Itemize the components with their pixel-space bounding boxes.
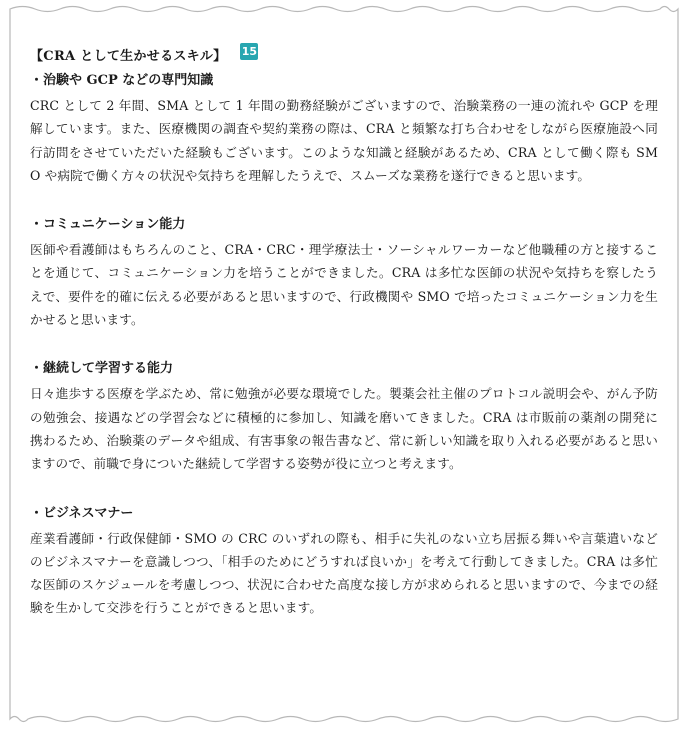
paper-sheet bbox=[8, 0, 680, 741]
section-business-manners bbox=[30, 503, 658, 620]
page-number-badge: 15 bbox=[241, 44, 258, 58]
section-title: ・コミュニケーション能力 bbox=[30, 217, 186, 233]
section-title: ・治験や GCP などの専門知識 bbox=[30, 73, 214, 88]
heading-row bbox=[30, 44, 658, 64]
document-content bbox=[30, 44, 658, 647]
section-body: 医師や看護師はもちろんのこと、CRA・CRC・理学療法士・ソーシャルワーカーなど他職種の方と接することを通じて、コミュニケーション力を培うことができました。CRA は多忙な医師の状況や気持ちを察したうえで、要件を的確に伝える必要があると思いますので、行政機関や SMO で培ったコミュニケーション力を生かせると思います。 bbox=[30, 242, 658, 328]
section-title: ・ビジネスマナー bbox=[30, 505, 134, 521]
section-body: 産業看護師・行政保健師・SMO の CRC のいずれの際も、相手に失礼のない立ち居振る舞いや言葉遣いなどのビジネスマナーを意識しつつ、「相手のためにどうすれば良いか」を考えて行動してきました。CRA は多忙な医師のスケジュールを考慮しつつ、状況に合わせた高度な接し方が求められると思いますので、今までの経験を生かして交渉を行うことができると思います。 bbox=[30, 530, 658, 616]
section-title: ・継続して学習する能力 bbox=[30, 361, 174, 377]
section-body: 日々進歩する医療を学ぶため、常に勉強が必要な環境でした。製薬会社主催のプロトコル説明会や、がん予防の勉強会、接遇などの学習会などに積極的に参加し、知識を磨いてきました。CRA は市販前の薬剤の開発に携わるため、治験薬のデータや組成、有害事象の報告書など、常に新しい知識を取り入れる必要があると思いますので、前職で身についた継続して学習する姿勢が役に立つと考えます。 bbox=[30, 386, 658, 472]
section-communication bbox=[30, 214, 658, 331]
section-body: CRC として 2 年間、SMA として 1 年間の勤務経験がございますので、治験業務の一連の流れや GCP を理解しています。また、医療機関の調査や契約業務の際は、CRA と頻繁な打ち合わせをしながら医療施設へ同行訪問をさせていただいた経験もございます。このような知識と経験があるため、CRA として働く際も SMO や病院で働く方々の状況や気持ちを理解したうえで、スムーズな業務を遂行できると思います。 bbox=[30, 98, 658, 183]
section-continuous-learning bbox=[30, 358, 658, 475]
main-heading: 【CRA として生かせるスキル】 bbox=[30, 48, 227, 64]
section-gcp-knowledge bbox=[30, 70, 658, 187]
